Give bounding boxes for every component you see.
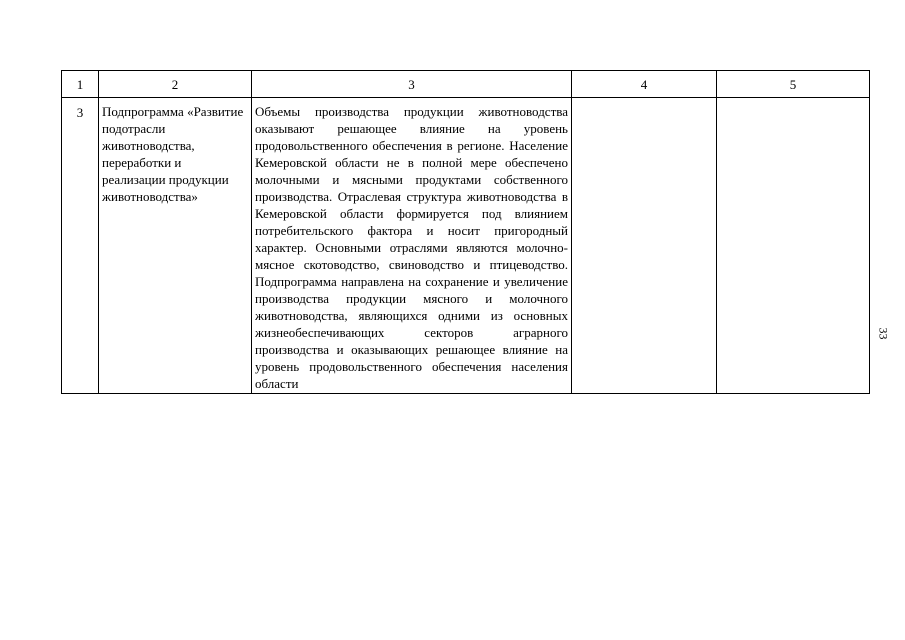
row-col-4	[572, 98, 717, 394]
subprogram-name: Подпрограмма «Развитие подотрасли животноводства, переработки и реализации продукции животноводства»	[99, 98, 252, 394]
header-col-1: 1	[62, 71, 99, 98]
header-col-5: 5	[717, 71, 870, 98]
row-number: 3	[62, 98, 99, 394]
header-col-2: 2	[99, 71, 252, 98]
program-table	[61, 70, 870, 394]
page-number: 33	[876, 327, 891, 340]
row-col-5	[717, 98, 870, 394]
header-col-3: 3	[252, 71, 572, 98]
header-col-4: 4	[572, 71, 717, 98]
table-row	[62, 98, 870, 394]
table-header-row	[62, 71, 870, 98]
subprogram-description: Объемы производства продукции животноводства оказывают решающее влияние на уровень продовольственного обеспечения в регионе. Население Кемеровской области не в полной мере обеспечено молочными и мясными продуктами собственного производства. Отраслевая структура животноводства в Кемеровской области формируется под влиянием потребительского фактора и носит пригородный характер. Основными отраслями являются молочно-мясное скотоводство, свиноводство и птицеводство. Подпрограмма направлена на сохранение и увеличение производства продукции мясного и молочного животноводства, являющихся одними из основных жизнеобеспечивающих секторов аграрного производства и оказывающих решающее влияние на уровень продовольственного обеспечения населения области	[252, 98, 572, 394]
